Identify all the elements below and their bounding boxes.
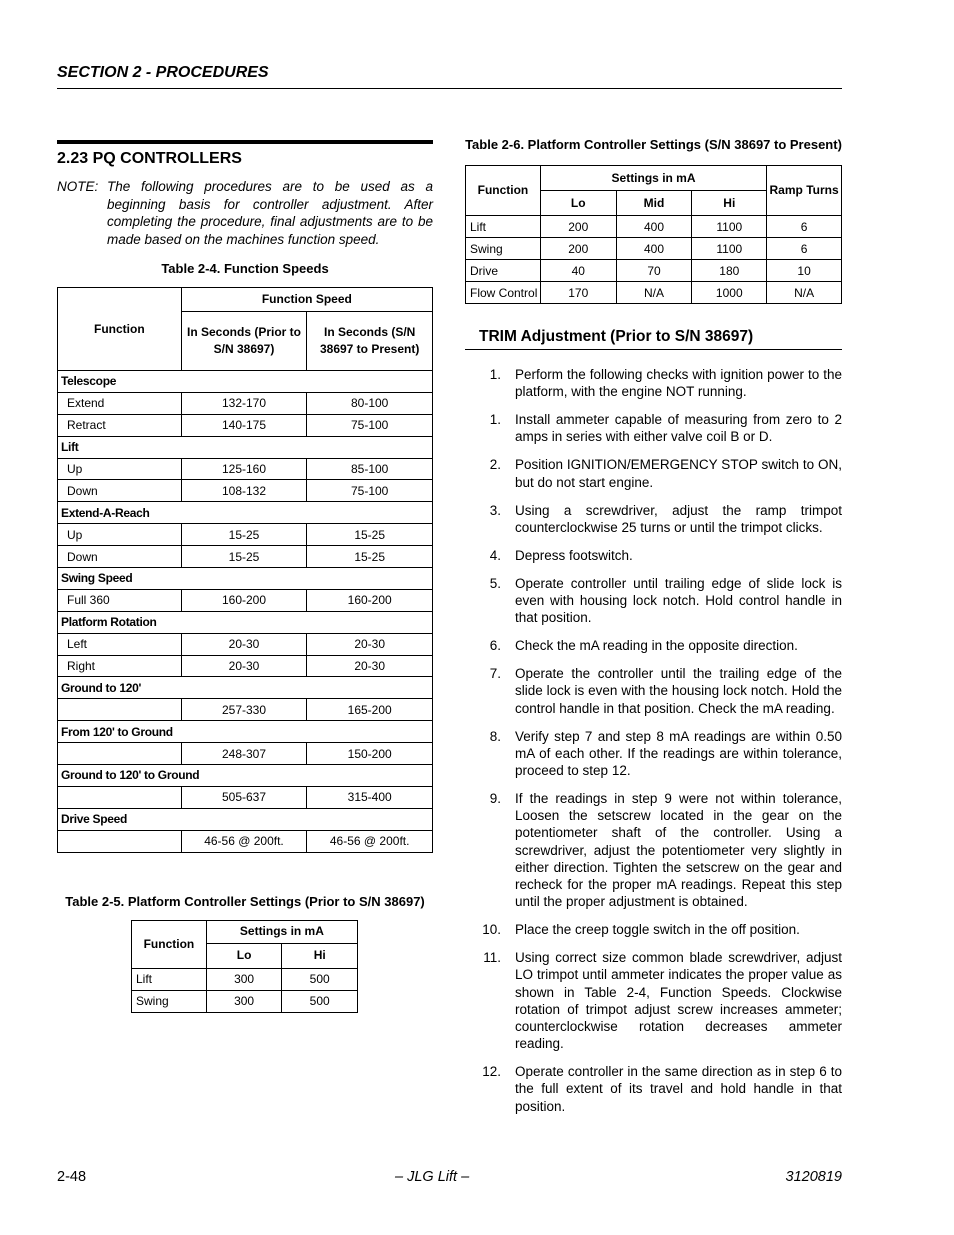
group-label: Extend-A-Reach <box>58 502 433 524</box>
mid-cell: N/A <box>616 282 692 304</box>
note-label: NOTE: <box>57 179 99 194</box>
prior-cell: 20-30 <box>181 655 307 677</box>
col-present: In Seconds (S/N 38697 to Present) <box>307 312 433 371</box>
col-ramp-turns: Ramp Turns <box>767 166 842 216</box>
present-cell: 15-25 <box>307 524 433 546</box>
function-cell: Right <box>58 655 182 677</box>
col-settings: Settings in mA <box>206 920 357 943</box>
step-item <box>465 456 842 490</box>
heading-bar <box>57 140 433 144</box>
ramp-cell: 10 <box>767 260 842 282</box>
present-cell: 75-100 <box>307 414 433 436</box>
present-cell: 15-25 <box>307 546 433 568</box>
platform-settings-present-body <box>466 216 842 304</box>
table-row <box>58 546 433 568</box>
table-row <box>58 699 433 721</box>
note <box>57 178 433 248</box>
group-label: Telescope <box>58 371 433 393</box>
step-number: 9. <box>489 791 501 807</box>
platform-settings-prior-table <box>131 920 358 1013</box>
table-row <box>58 524 433 546</box>
prior-cell: 20-30 <box>181 633 307 655</box>
step-item <box>465 728 842 780</box>
mid-cell: 400 <box>616 238 692 260</box>
trim-heading-wrap <box>465 328 842 350</box>
table-2-5-caption: Table 2-5. Platform Controller Settings (Prior to S/N 38697) <box>65 893 425 909</box>
function-cell <box>58 786 182 808</box>
lo-cell: 170 <box>540 282 616 304</box>
header-rule <box>57 88 842 89</box>
present-cell: 20-30 <box>307 633 433 655</box>
step-text: Position IGNITION/EMERGENCY STOP switch to ON, but do not start engine. <box>515 457 842 490</box>
col-prior: In Seconds (Prior to S/N 38697) <box>181 312 307 371</box>
prior-cell: 15-25 <box>181 524 307 546</box>
group-row <box>58 568 433 590</box>
present-cell: 75-100 <box>307 480 433 502</box>
function-cell <box>58 699 182 721</box>
prior-cell: 15-25 <box>181 546 307 568</box>
page-number: 2-48 <box>57 1169 87 1185</box>
ramp-cell: 6 <box>767 216 842 238</box>
group-row <box>58 721 433 743</box>
step-item <box>465 366 842 400</box>
group-label: From 120' to Ground <box>58 721 433 743</box>
prior-cell: 160-200 <box>181 589 307 611</box>
step-number: 4. <box>489 547 501 563</box>
function-cell: Extend <box>58 392 182 414</box>
ramp-cell: N/A <box>767 282 842 304</box>
table-2-6-caption: Table 2-6. Platform Controller Settings (S/N 38697 to Present) <box>465 137 842 152</box>
group-row <box>58 371 433 393</box>
step-text: Operate controller until trailing edge of slide lock is even with housing lock notch. Hold control handle in that position. <box>515 575 842 626</box>
table-row <box>58 458 433 480</box>
platform-settings-prior-body <box>132 968 358 1012</box>
function-cell: Drive <box>466 260 541 282</box>
table-row <box>132 968 358 990</box>
group-label: Platform Rotation <box>58 611 433 633</box>
col-hi: Hi <box>692 191 767 216</box>
step-item <box>465 949 842 1052</box>
function-cell: Down <box>58 546 182 568</box>
prior-cell: 505-637 <box>181 786 307 808</box>
table-row <box>58 633 433 655</box>
prior-cell: 248-307 <box>181 743 307 765</box>
hi-cell: 1100 <box>692 238 767 260</box>
step-item <box>465 575 842 627</box>
step-number: 11. <box>483 950 501 966</box>
hi-cell: 1000 <box>692 282 767 304</box>
right-column <box>465 136 842 1126</box>
col-mid: Mid <box>616 191 692 216</box>
step-number: 7. <box>489 666 501 682</box>
present-cell: 150-200 <box>307 743 433 765</box>
step-text: Perform the following checks with ignition power to the platform, with the engine NOT running. <box>515 367 842 400</box>
trim-heading: TRIM Adjustment (Prior to S/N 38697) <box>479 328 754 345</box>
step-text: Using correct size common blade screwdriver, adjust LO trimpot until ammeter indicates the proper value as shown in Table 2-4, Function Speeds. Clockwise rotation of trimpot adjust screw increases ammeter; counterclockwise rotation decreases ammeter reading. <box>515 950 842 1052</box>
present-cell: 46-56 @ 200ft. <box>307 830 433 852</box>
present-cell: 315-400 <box>307 786 433 808</box>
ramp-cell: 6 <box>767 238 842 260</box>
lo-cell: 200 <box>540 238 616 260</box>
prior-cell: 46-56 @ 200ft. <box>181 830 307 852</box>
function-cell: Swing <box>466 238 541 260</box>
step-number: 6. <box>489 638 501 654</box>
function-cell: Lift <box>466 216 541 238</box>
left-column <box>57 140 433 1013</box>
prior-cell: 132-170 <box>181 392 307 414</box>
prior-cell: 140-175 <box>181 414 307 436</box>
table-row <box>58 480 433 502</box>
present-cell: 160-200 <box>307 589 433 611</box>
document-number: 3120819 <box>785 1169 842 1185</box>
step-number: 8. <box>489 728 501 744</box>
function-cell: Up <box>58 524 182 546</box>
group-row <box>58 765 433 787</box>
step-number: 10. <box>482 922 501 938</box>
prior-cell: 257-330 <box>181 699 307 721</box>
col-function-speed: Function Speed <box>181 288 432 312</box>
step-number: 1. <box>489 412 501 428</box>
table-row <box>58 743 433 765</box>
step-item <box>465 665 842 717</box>
group-label: Ground to 120' to Ground <box>58 765 433 787</box>
function-cell <box>58 743 182 765</box>
step-number: 3. <box>489 502 501 518</box>
step-text: Install ammeter capable of measuring from zero to 2 amps in series with either valve coil B or D. <box>515 412 842 445</box>
group-label: Ground to 120' <box>58 677 433 699</box>
function-cell: Flow Control <box>466 282 541 304</box>
group-label: Swing Speed <box>58 568 433 590</box>
step-text: Operate controller in the same direction as in step 6 to the full extent of its travel and hold handle in that position. <box>515 1064 842 1114</box>
present-cell: 80-100 <box>307 392 433 414</box>
platform-settings-present-table <box>465 165 842 304</box>
col-lo: Lo <box>206 943 282 968</box>
step-text: Check the mA reading in the opposite direction. <box>515 638 798 654</box>
footer-brand: – JLG Lift – <box>395 1169 470 1185</box>
note-text: The following procedures are to be used as a beginning basis for controller adjustment. After completing the procedure, final adjustments are to be made based on the machines function speed. <box>107 179 433 247</box>
table-row <box>58 589 433 611</box>
mid-cell: 70 <box>616 260 692 282</box>
trim-steps <box>465 366 842 1115</box>
step-number: 1. <box>489 367 501 382</box>
hi-cell: 500 <box>282 990 358 1012</box>
mid-cell: 400 <box>616 216 692 238</box>
step-text: Operate the controller until the trailing edge of the slide lock is even with the housing lock notch. Hold the control handle in that position. Check the mA reading. <box>515 666 842 716</box>
col-settings: Settings in mA <box>540 166 766 191</box>
col-function: Function <box>132 920 207 968</box>
table-row <box>58 414 433 436</box>
table-row <box>58 786 433 808</box>
function-cell: Up <box>58 458 182 480</box>
table-2-4-caption: Table 2-4. Function Speeds <box>161 261 329 276</box>
table-row <box>466 282 842 304</box>
present-cell: 165-200 <box>307 699 433 721</box>
table-row <box>58 655 433 677</box>
function-cell <box>58 830 182 852</box>
function-cell: Retract <box>58 414 182 436</box>
group-row <box>58 808 433 830</box>
step-number: 5. <box>489 575 501 591</box>
function-cell: Down <box>58 480 182 502</box>
table-row <box>58 830 433 852</box>
function-cell: Full 360 <box>58 589 182 611</box>
col-hi: Hi <box>282 943 358 968</box>
step-text: Depress footswitch. <box>515 547 633 563</box>
group-row <box>58 677 433 699</box>
hi-cell: 500 <box>282 968 358 990</box>
group-row <box>58 611 433 633</box>
section-heading: 2.23 PQ CONTROLLERS <box>57 150 242 167</box>
col-function: Function <box>466 166 541 216</box>
step-item <box>465 637 842 654</box>
function-cell: Left <box>58 633 182 655</box>
step-text: If the readings in step 9 were not within tolerance, Loosen the setscrew located in the gear on the potentiometer shaft of the controller. Using a screwdriver, adjust the potentiometer very slightly in either direction. Tighten the setscrew on the gear and recheck for the proper mA readings. Repeat this step until the proper adjustment is obtained. <box>515 791 842 910</box>
prior-cell: 108-132 <box>181 480 307 502</box>
step-item <box>465 411 842 445</box>
step-text: Using a screwdriver, adjust the ramp trimpot counterclockwise 25 turns or until the trimpot clicks. <box>515 502 842 535</box>
lo-cell: 300 <box>206 968 282 990</box>
hi-cell: 180 <box>692 260 767 282</box>
present-cell: 85-100 <box>307 458 433 480</box>
table-row <box>466 216 842 238</box>
step-item <box>465 547 842 564</box>
step-number: 2. <box>489 457 501 473</box>
group-label: Drive Speed <box>58 808 433 830</box>
lo-cell: 40 <box>540 260 616 282</box>
step-item <box>465 790 842 910</box>
lo-cell: 200 <box>540 216 616 238</box>
step-text: Verify step 7 and step 8 mA readings are within 0.50 mA of each other. If the readings are within tolerance, proceed to step 12. <box>515 728 842 779</box>
lo-cell: 300 <box>206 990 282 1012</box>
hi-cell: 1100 <box>692 216 767 238</box>
function-cell: Lift <box>132 968 207 990</box>
col-function: Function <box>58 288 182 371</box>
function-cell: Swing <box>132 990 207 1012</box>
group-row <box>58 502 433 524</box>
present-cell: 20-30 <box>307 655 433 677</box>
step-text: Place the creep toggle switch in the off position. <box>515 922 800 938</box>
function-speeds-body <box>58 371 433 853</box>
group-row <box>58 436 433 458</box>
table-row <box>58 392 433 414</box>
step-item <box>465 921 842 938</box>
step-number: 12. <box>482 1064 501 1080</box>
group-label: Lift <box>58 436 433 458</box>
function-speeds-table <box>57 287 433 853</box>
step-item <box>465 1063 842 1115</box>
prior-cell: 125-160 <box>181 458 307 480</box>
step-item <box>465 502 842 536</box>
table-row <box>466 238 842 260</box>
table-row <box>132 990 358 1012</box>
section-header: SECTION 2 - PROCEDURES <box>57 64 269 81</box>
table-row <box>466 260 842 282</box>
col-lo: Lo <box>540 191 616 216</box>
